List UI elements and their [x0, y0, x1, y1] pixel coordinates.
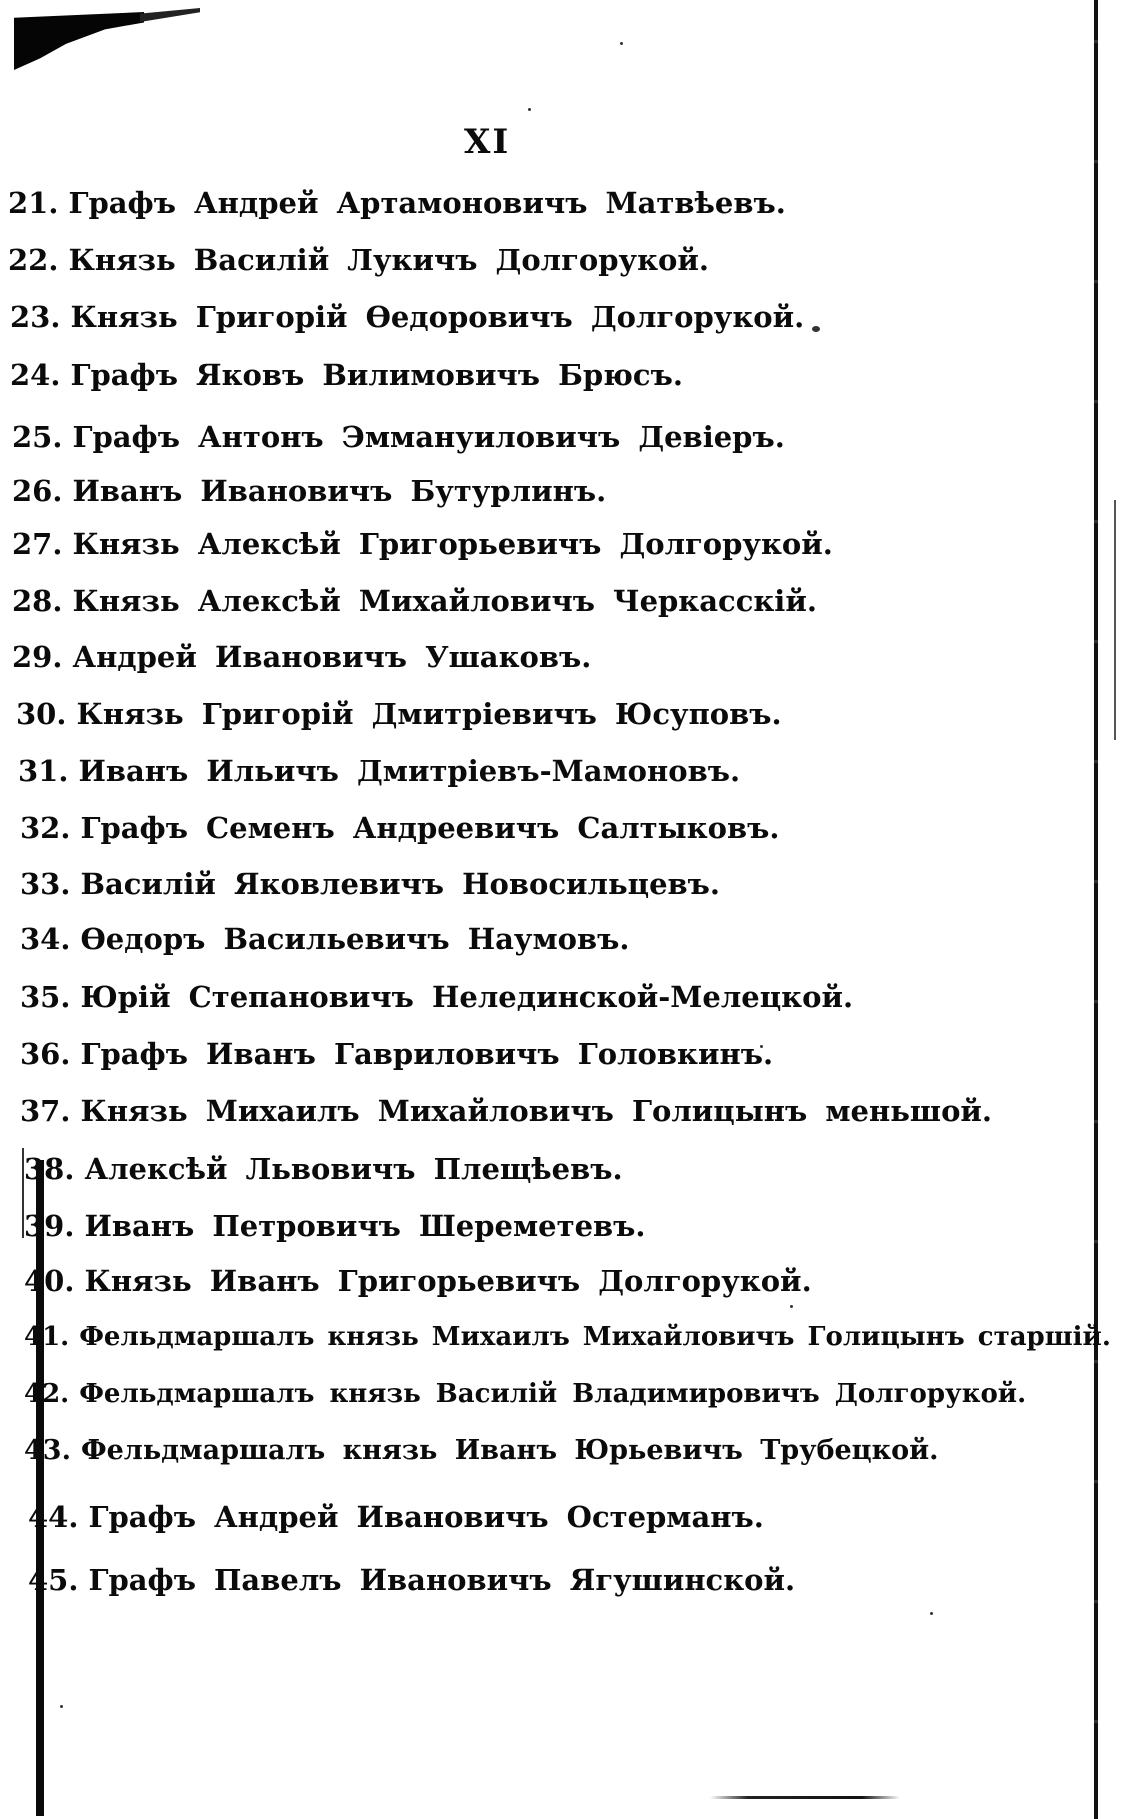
list-item [12, 527, 833, 561]
list-item [20, 867, 720, 901]
item-text: Графъ Семенъ Андреевичъ Салтыковъ. [80, 811, 780, 845]
item-number: 44. [28, 1500, 79, 1534]
list-item [24, 1152, 623, 1186]
list-item [24, 1320, 1111, 1354]
list-item [12, 474, 606, 508]
list-item [24, 1434, 939, 1468]
scan-speck [790, 1305, 793, 1308]
item-text: Василій Яковлевичъ Новосильцевъ. [80, 867, 721, 901]
item-text: Князь Василій Лукичъ Долгорукой. [68, 243, 709, 277]
list-item [28, 1563, 795, 1597]
item-text: Графъ Андрей Ивановичъ Остерманъ. [88, 1500, 764, 1534]
item-text: Князь Алексѣй Михайловичъ Черкасскій. [72, 584, 817, 618]
list-item [12, 584, 817, 618]
item-number: 38. [24, 1152, 75, 1186]
scan-smudge [140, 8, 200, 22]
item-text: Фельдмаршалъ князь Иванъ Юрьевичъ Трубецкой. [80, 1435, 939, 1466]
item-text: Ѳедоръ Васильевичъ Наумовъ. [80, 922, 630, 956]
item-number: 29. [12, 640, 63, 674]
list-item [10, 358, 683, 392]
list-item [24, 1209, 646, 1243]
item-text: Князь Алексѣй Григорьевичъ Долгорукой. [72, 527, 833, 561]
item-text: Графъ Иванъ Гавриловичъ Головкинъ. [80, 1037, 774, 1071]
item-text: Фельдмаршалъ князь Василій Владимировичъ Долгорукой. [79, 1379, 1027, 1409]
item-number: 22. [8, 243, 59, 277]
list-item [20, 922, 630, 956]
list-item [20, 1094, 992, 1128]
item-text: Графъ Антонъ Эммануиловичъ Девіеръ. [72, 420, 785, 454]
item-number: 30. [16, 697, 67, 731]
item-number: 33. [20, 867, 71, 901]
scan-binding-edge [1114, 500, 1116, 740]
item-text: Алексѣй Львовичъ Плещѣевъ. [84, 1152, 623, 1186]
item-text: Графъ Андрей Артамоновичъ Матвѣевъ. [68, 186, 786, 220]
list-item [8, 186, 786, 220]
item-number: 23. [10, 300, 61, 334]
list-item [10, 300, 804, 334]
item-number: 25. [12, 420, 63, 454]
list-item [24, 1264, 812, 1298]
item-number: 24. [10, 358, 61, 392]
item-number: 34. [20, 922, 71, 956]
item-text: Князь Григорій Ѳедоровичъ Долгорукой. [70, 300, 805, 334]
list-item [12, 420, 785, 454]
item-text: Иванъ Ильичъ Дмитріевъ-Мамоновъ. [78, 754, 741, 788]
item-text: Андрей Ивановичъ Ушаковъ. [72, 640, 592, 674]
item-number: 32. [20, 811, 71, 845]
page-number: XI [464, 122, 511, 162]
scan-speck [930, 1612, 933, 1615]
list-item [8, 243, 709, 277]
scan-binding-edge [1094, 0, 1098, 1819]
list-item [28, 1500, 764, 1534]
item-number: 26. [12, 474, 63, 508]
item-text: Иванъ Ивановичъ Бутурлинъ. [72, 474, 607, 508]
item-text: Графъ Яковъ Вилимовичъ Брюсъ. [70, 358, 683, 392]
item-text: Иванъ Петровичъ Шереметевъ. [84, 1209, 646, 1243]
scan-smudge [14, 12, 144, 70]
scan-rule-mark [710, 1796, 900, 1799]
item-number: 45. [28, 1563, 79, 1597]
item-number: 43. [24, 1435, 71, 1466]
list-item [12, 640, 591, 674]
list-item [16, 697, 782, 731]
scan-speck [812, 326, 820, 332]
item-number: 31. [18, 754, 69, 788]
list-item [24, 1377, 1026, 1411]
item-number: 28. [12, 584, 63, 618]
list-item [20, 980, 853, 1014]
item-text: Князь Михаилъ Михайловичъ Голицынъ меньшой. [80, 1094, 993, 1128]
item-text: Юрій Степановичъ Нелединской-Мелецкой. [80, 980, 854, 1014]
item-number: 39. [24, 1209, 75, 1243]
item-text: Князь Григорій Дмитріевичъ Юсуповъ. [76, 697, 782, 731]
item-text: Графъ Павелъ Ивановичъ Ягушинской. [88, 1563, 796, 1597]
item-text: Князь Иванъ Григорьевичъ Долгорукой. [84, 1264, 812, 1298]
scan-speck [528, 108, 531, 111]
item-number: 36. [20, 1037, 71, 1071]
item-number: 35. [20, 980, 71, 1014]
item-text: Фельдмаршалъ князь Михаилъ Михайловичъ Голицынъ старшій. [79, 1322, 1111, 1352]
item-number: 42. [24, 1379, 70, 1409]
list-item [20, 1037, 773, 1071]
list-item [18, 754, 740, 788]
item-number: 40. [24, 1264, 75, 1298]
scan-speck [60, 1705, 63, 1708]
scan-margin-bar [36, 1160, 44, 1816]
item-number: 27. [12, 527, 63, 561]
list-item [20, 811, 780, 845]
item-number: 41. [24, 1322, 70, 1352]
item-number: 37. [20, 1094, 71, 1128]
item-number: 21. [8, 186, 59, 220]
scan-speck [620, 42, 623, 45]
